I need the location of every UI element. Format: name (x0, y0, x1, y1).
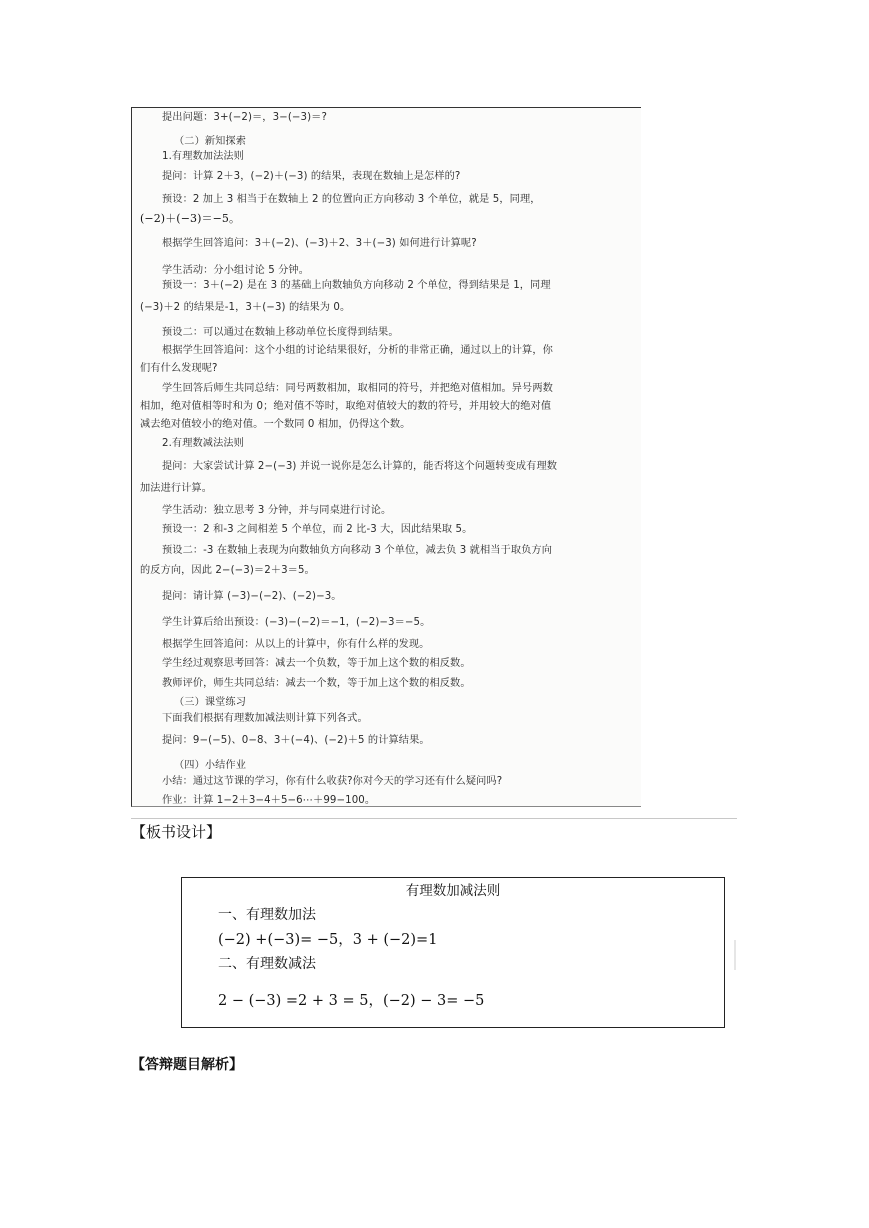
board-design-heading: 【板书设计】 (131, 823, 222, 841)
lesson-line: 下面我们根据有理数加减法则计算下列各式。 (162, 713, 368, 724)
lesson-line: 根据学生回答追问：从以上的计算中，你有什么样的发现。 (162, 639, 430, 650)
lesson-line: 提问：请计算 (−3)−(−2)、(−2)−3。 (162, 591, 342, 602)
blackboard-design-box (181, 877, 725, 1028)
lesson-line: 提问：大家尝试计算 2−(−3) 并说一说你是怎么计算的，能否将这个问题转变成有理数 (162, 461, 558, 472)
lesson-line: (−2)＋(−3)＝−5。 (140, 212, 241, 225)
divider (131, 818, 737, 819)
lesson-line: 预设二：可以通过在数轴上移动单位长度得到结果。 (162, 327, 399, 338)
section-heading: （四）小结作业 (174, 760, 247, 771)
subsection-heading: 2.有理数减法法则 (162, 438, 244, 449)
board-formula-subtraction: 2 − (−3) =2 + 3 = 5，(−2) − 3= −5 (218, 993, 485, 1009)
lesson-line: 学生活动：独立思考 3 分钟，并与同桌进行讨论。 (162, 505, 392, 516)
lesson-line: 预设二：-3 在数轴上表现为向数轴负方向移动 3 个单位，减去负 3 就相当于取负方向 (162, 545, 552, 556)
lesson-line: 根据学生回答追问：这个小组的讨论结果很好，分析的非常正确，通过以上的计算，你 (162, 345, 553, 356)
section-heading: （三）课堂练习 (174, 697, 247, 708)
lesson-line: 提问：计算 2＋3，(−2)＋(−3) 的结果，表现在数轴上是怎样的? (162, 171, 461, 182)
lesson-line: (−3)＋2 的结果是-1，3＋(−3) 的结果为 0。 (140, 302, 351, 313)
lesson-line: 学生经过观察思考回答：减去一个负数，等于加上这个数的相反数。 (162, 658, 471, 669)
section-heading: （二）新知探索 (174, 136, 247, 147)
lesson-line: 学生计算后给出预设：(−3)−(−2)＝−1，(−2)−3＝−5。 (162, 617, 431, 628)
scan-artifact (734, 940, 736, 970)
board-section-addition: 一、有理数加法 (218, 907, 316, 923)
lesson-line: 小结：通过这节课的学习，你有什么收获?你对今天的学习还有什么疑问吗? (162, 776, 503, 787)
lesson-line: 学生活动：分小组讨论 5 分钟。 (162, 265, 309, 276)
lesson-line: 相加，绝对值相等时和为 0；绝对值不等时，取绝对值较大的数的符号，并用较大的绝对值 (140, 401, 552, 412)
subsection-heading: 1.有理数加法法则 (162, 151, 244, 162)
lesson-line: 学生回答后师生共同总结：同号两数相加，取相同的符号，并把绝对值相加。异号两数 (162, 383, 553, 394)
lesson-line: 作业：计算 1−2＋3−4＋5−6⋯＋99−100。 (162, 795, 376, 806)
analysis-heading: 【答辩题目解析】 (131, 1057, 243, 1073)
lesson-line: 们有什么发现呢? (140, 363, 218, 374)
lesson-line: 提问：9−(−5)、0−8、3＋(−4)、(−2)＋5 的计算结果。 (162, 735, 430, 746)
board-section-subtraction: 二、有理数减法 (218, 956, 316, 972)
lesson-line: 减去绝对值较小的绝对值。一个数同 0 相加，仍得这个数。 (140, 419, 411, 430)
board-formula-addition: (−2) +(−3)= −5，3 + (−2)=1 (218, 932, 438, 948)
lesson-line: 预设一：3＋(−2) 是在 3 的基础上向数轴负方向移动 2 个单位，得到结果是 1，同理 (162, 280, 551, 291)
lesson-line: 教师评价，师生共同总结：减去一个数，等于加上这个数的相反数。 (162, 678, 471, 689)
lesson-line: 加法进行计算。 (140, 483, 213, 494)
board-title: 有理数加减法则 (405, 883, 501, 899)
lesson-line: 预设一：2 和-3 之间相差 5 个单位，而 2 比-3 大，因此结果取 5。 (162, 524, 473, 535)
lesson-line: 的反方向，因此 2−(−3)＝2＋3＝5。 (140, 565, 315, 576)
lesson-line: 根据学生回答追问：3＋(−2)、(−3)＋2、3＋(−3) 如何进行计算呢? (162, 238, 477, 249)
lesson-line: 提出问题：3+(−2)＝，3−(−3)＝? (162, 112, 327, 123)
lesson-plan-image (131, 107, 641, 807)
lesson-line: 预设：2 加上 3 相当于在数轴上 2 的位置向正方向移动 3 个单位，就是 5，同理， (162, 194, 541, 205)
